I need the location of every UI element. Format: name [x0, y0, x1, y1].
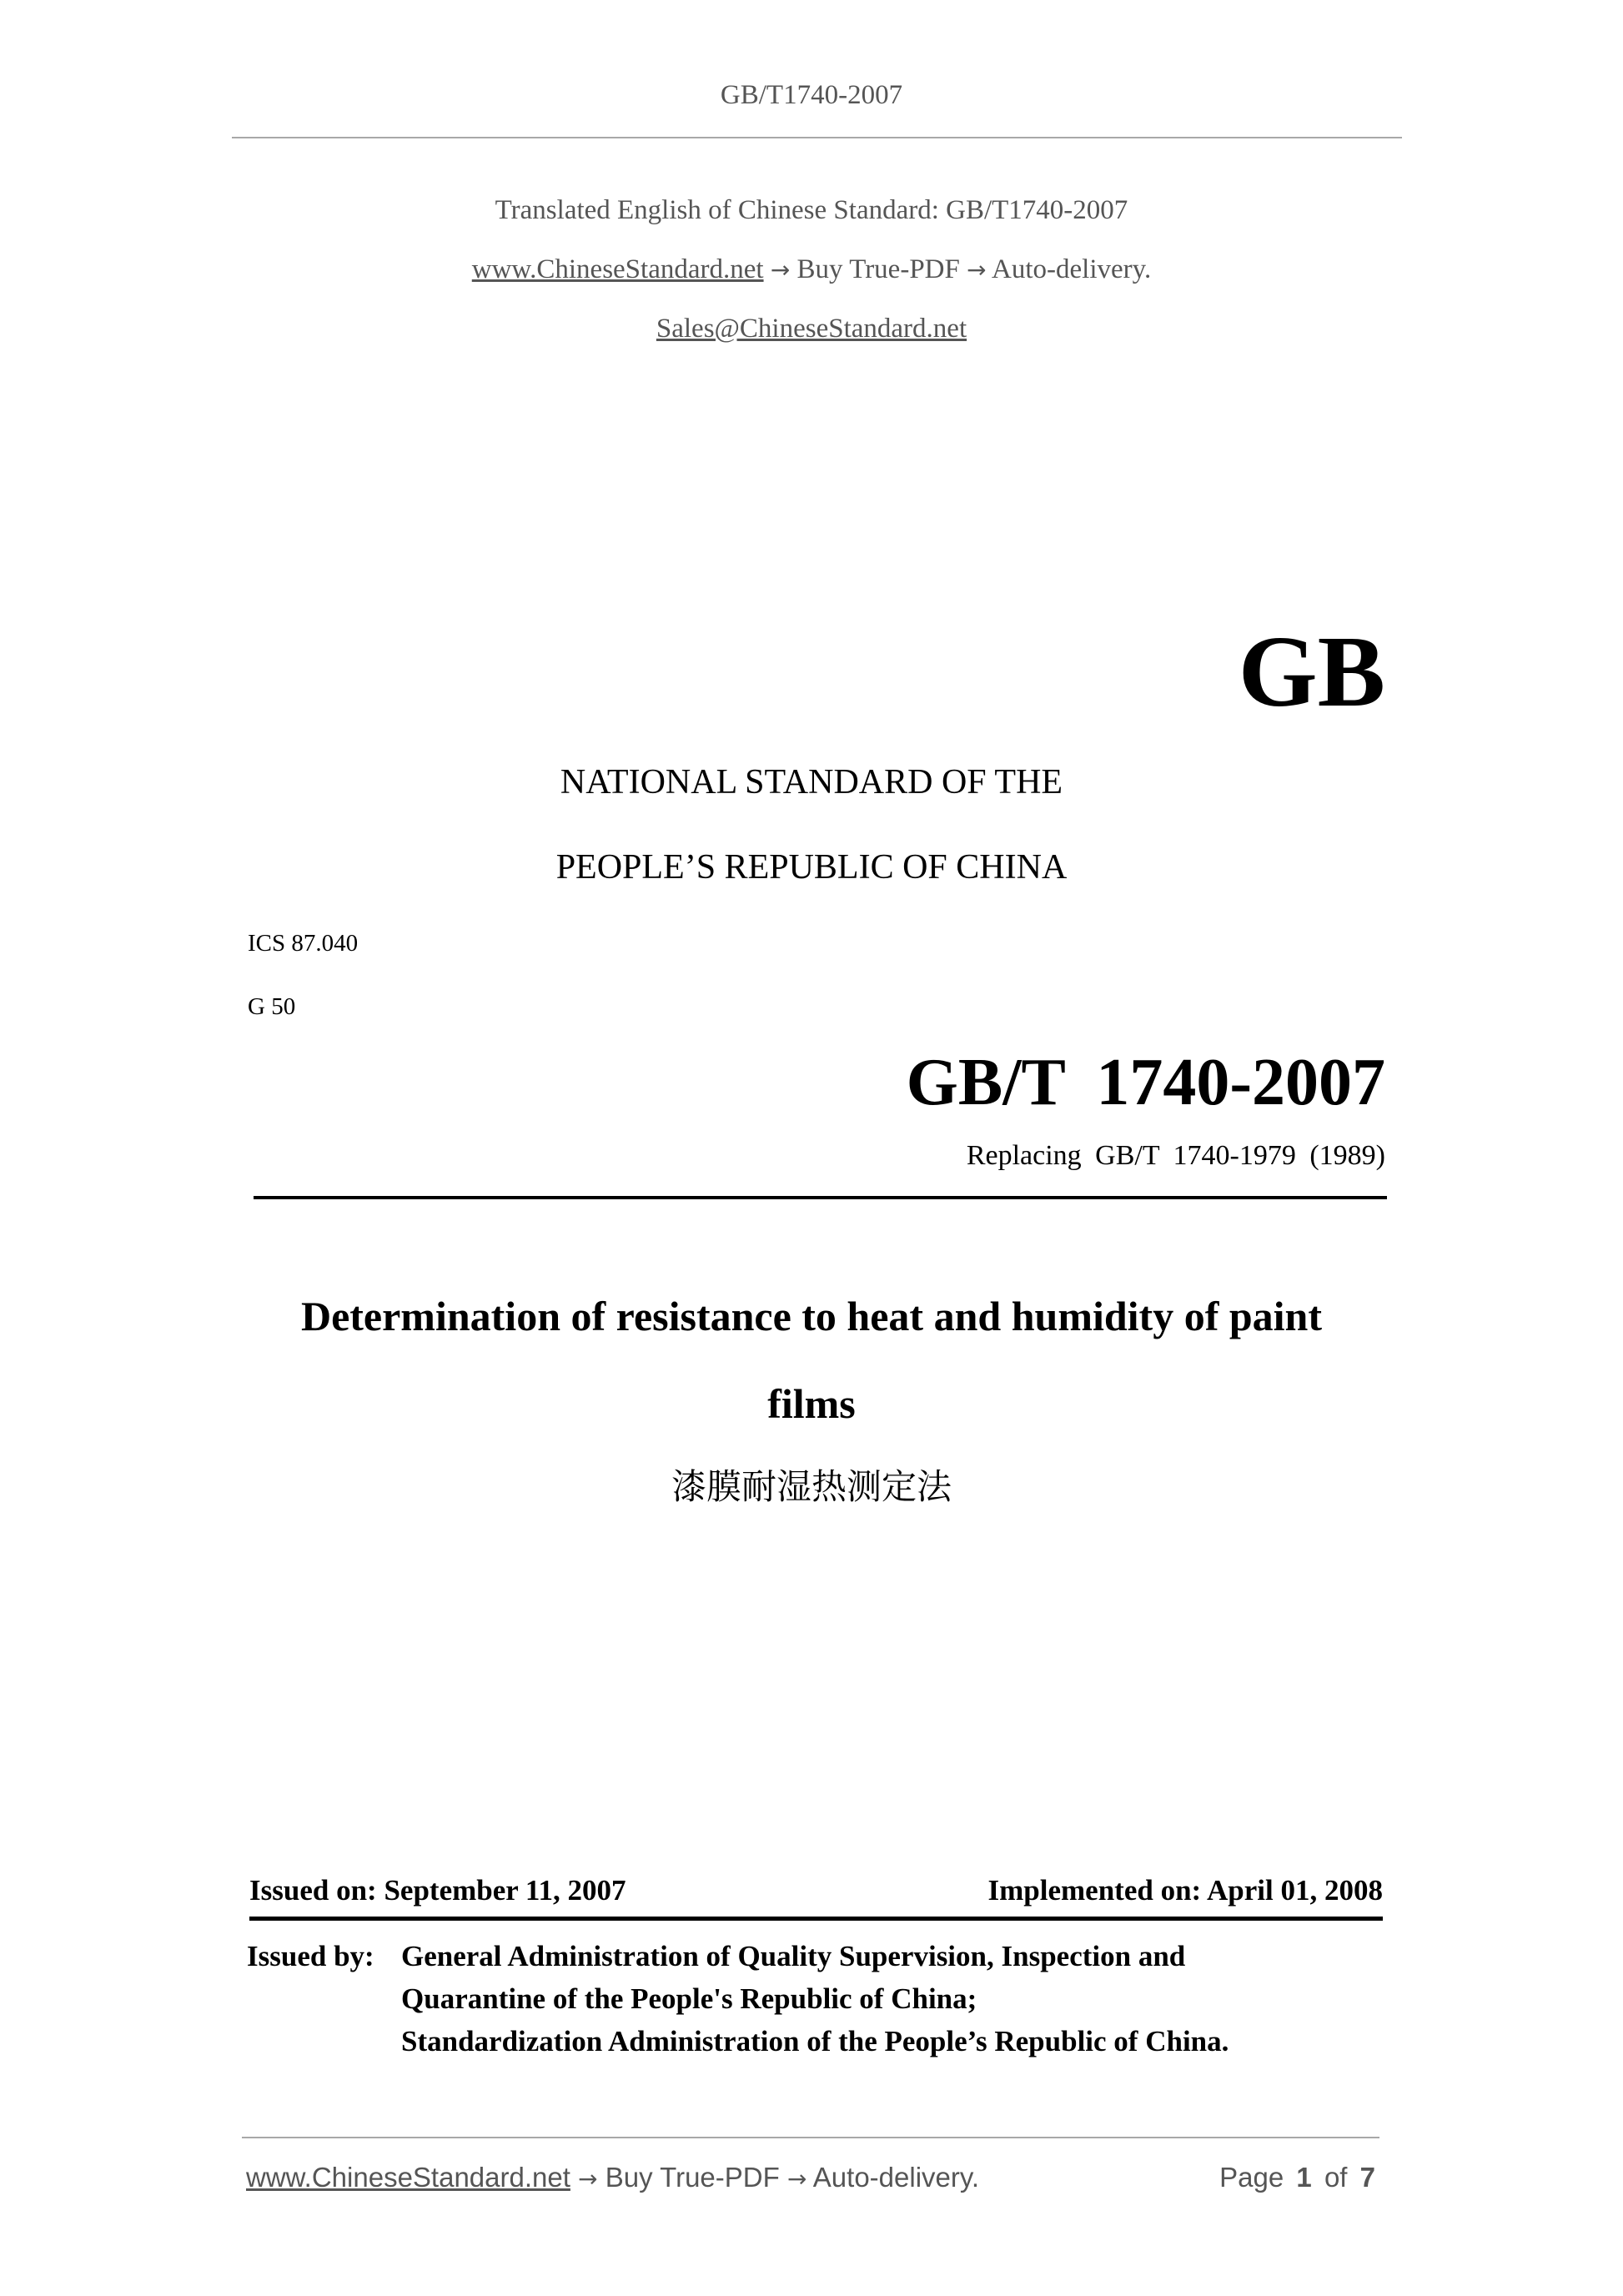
footer-website-link[interactable]: www.ChineseStandard.net	[246, 2162, 570, 2193]
arrow-right-icon: →	[578, 2165, 598, 2193]
national-standard-heading-line2: PEOPLE’S REPUBLIC OF CHINA	[555, 848, 1068, 887]
page-indicator	[1219, 2162, 1375, 2193]
page-of-label: of	[1324, 2162, 1348, 2193]
page-label: Page	[1219, 2162, 1284, 2193]
footer-divider	[242, 2137, 1379, 2138]
standard-number-divider	[254, 1196, 1387, 1199]
sales-email-line	[0, 314, 1623, 344]
standard-number: GB/T 1740-2007	[906, 1046, 1385, 1119]
title-english-line2: films	[767, 1380, 856, 1427]
auto-delivery-text: Auto-delivery.	[992, 254, 1152, 284]
sales-email-link[interactable]: Sales@ChineseStandard.net	[656, 314, 967, 344]
title-chinese: 漆膜耐湿热测定法	[671, 1466, 952, 1507]
issued-on-date: Issued on: September 11, 2007	[249, 1874, 626, 1907]
header-divider	[232, 137, 1402, 138]
arrow-right-icon: →	[967, 256, 987, 284]
buy-true-pdf-text: Buy True-PDF	[796, 254, 960, 284]
gb-logo: GB	[1238, 615, 1385, 728]
page-current: 1	[1296, 2162, 1312, 2193]
implemented-on-date: Implemented on: April 01, 2008	[987, 1874, 1383, 1907]
replacing-standard: Replacing GB/T 1740-1979 (1989)	[966, 1140, 1385, 1171]
issued-by-label: Issued by:	[247, 1940, 374, 1972]
running-header: GB/T1740-2007	[720, 80, 903, 110]
footer-auto-delivery-text: Auto-delivery.	[812, 2162, 980, 2193]
arrow-right-icon: →	[770, 256, 791, 284]
translation-notice: Translated English of Chinese Standard: GB/T1740-2007	[495, 195, 1128, 225]
purchase-line	[0, 254, 1623, 285]
issuer-line-3: Standardization Administration of the People’s Republic of China.	[401, 2025, 1229, 2057]
issuer-line-2: Quarantine of the People's Republic of China;	[401, 1982, 977, 2015]
website-link[interactable]: www.ChineseStandard.net	[471, 254, 764, 284]
title-english-line1: Determination of resistance to heat and humidity of paint	[300, 1293, 1323, 1339]
page-total: 7	[1359, 2162, 1375, 2193]
footer-purchase-line	[246, 2162, 979, 2193]
ics-code: ICS 87.040	[248, 930, 359, 957]
issuer-line-1: General Administration of Quality Supervision, Inspection and	[401, 1940, 1186, 1972]
national-standard-heading-line1: NATIONAL STANDARD OF THE	[560, 763, 1063, 801]
arrow-right-icon: →	[786, 2165, 807, 2193]
dates-divider	[249, 1917, 1383, 1921]
classification-code: G 50	[248, 993, 296, 1020]
footer-buy-true-pdf-text: Buy True-PDF	[605, 2162, 780, 2193]
